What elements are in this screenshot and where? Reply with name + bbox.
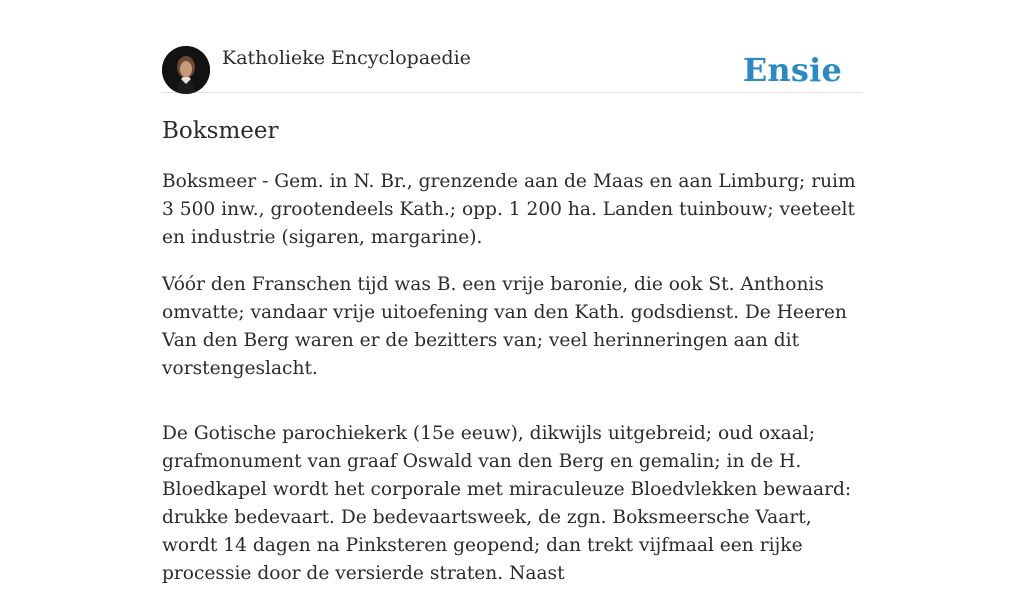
article-body (162, 168, 862, 607)
site-header (162, 0, 862, 93)
article-title: Boksmeer (162, 118, 279, 144)
article-paragraph: Vóór den Franschen tijd was B. een vrije baronie, die ook St. Anthonis omvatte; vandaar vrije uitoefening van den Kath. godsdienst. De Heeren Van den Berg waren er de bezitters van; veel herinneringen aan dit vorstengeslacht. (162, 274, 847, 379)
page (162, 0, 862, 584)
portrait-avatar-icon (162, 46, 210, 94)
site-name[interactable]: Katholieke Encyclopaedie (222, 47, 471, 69)
brand-logo[interactable]: Ensie (742, 51, 842, 89)
author-avatar[interactable] (162, 46, 210, 94)
article-paragraph: De Gotische parochiekerk (15e eeuw), dikwijls uitgebreid; oud oxaal; grafmonument van graaf Oswald van den Berg en gemalin; in de H. Bloedkapel wordt het corporale met miraculeuze Bloedvlekken bewaard: drukke bedevaart. De bedevaartsweek, de zgn. Boksmeersche Vaart, wordt 14 dagen na Pinksteren geopend; dan trekt vijfmaal een rijke processie door de versierde straten. Naast (162, 423, 852, 584)
article-paragraph: Boksmeer - Gem. in N. Br., grenzende aan de Maas en aan Limburg; ruim 3 500 inw., grootendeels Kath.; opp. 1 200 ha. Landen tuinbouw; veeteelt en industrie (sigaren, margarine). (162, 171, 856, 248)
